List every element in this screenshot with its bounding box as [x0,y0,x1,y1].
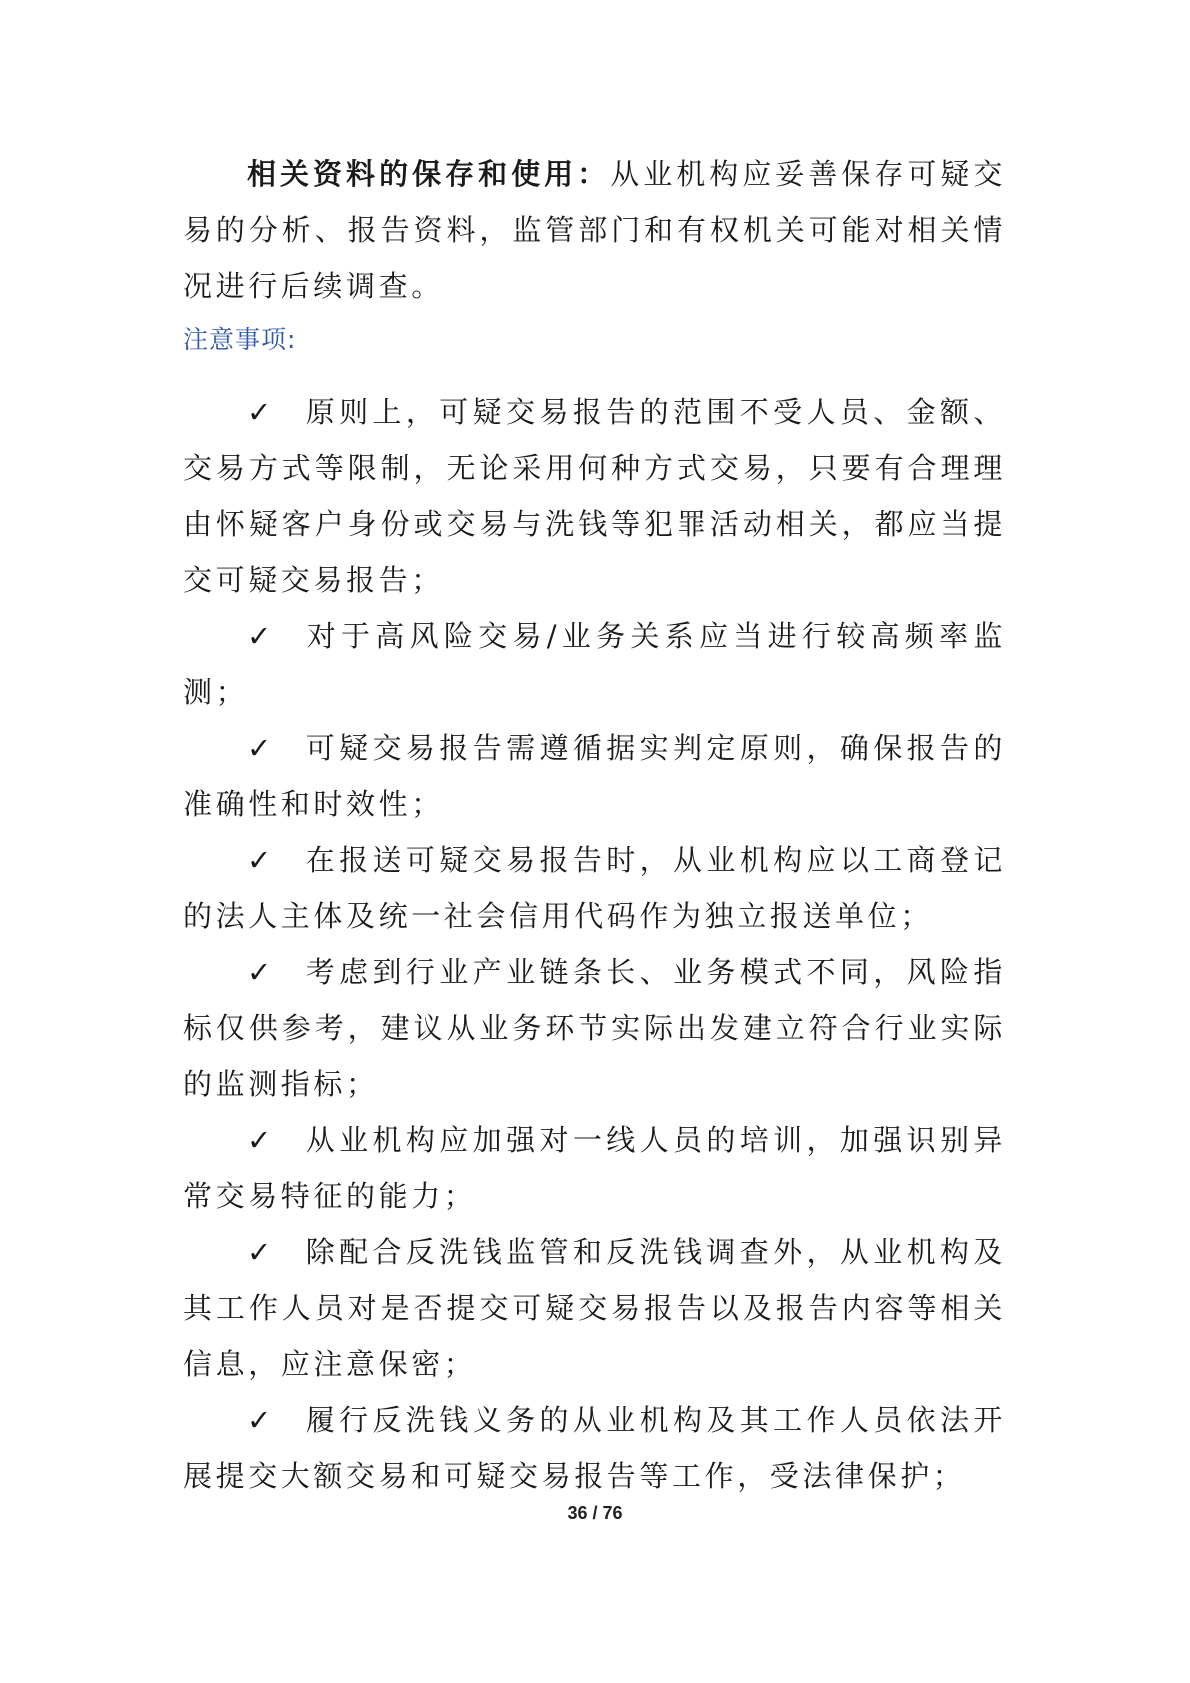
list-item [183,1112,1006,1224]
list-item-text: 可疑交易报告需遵循据实判定原则，确保报告的准确性和时效性； [183,731,1006,821]
notes-list [183,384,1006,1504]
notes-heading: 注意事项: [183,325,297,354]
list-item [183,384,1006,608]
document-body [183,146,1006,1504]
check-icon: ✓ [247,1403,275,1437]
check-icon: ✓ [247,1235,275,1269]
intro-paragraph [183,146,1006,314]
list-item-text: 在报送可疑交易报告时，从业机构应以工商登记的法人主体及统一社会信用代码作为独立报送单位； [183,843,1006,933]
list-item [183,944,1006,1112]
check-icon: ✓ [247,395,275,429]
list-item-text: 除配合反洗钱监管和反洗钱调查外，从业机构及其工作人员对是否提交可疑交易报告以及报告内容等相关信息，应注意保密； [183,1235,1006,1381]
check-icon: ✓ [247,731,275,765]
list-item-text: 考虑到行业产业链条长、业务模式不同，风险指标仅供参考，建议从业务环节实际出发建立符合行业实际的监测指标； [183,955,1006,1101]
list-item-text: 从业机构应加强对一线人员的培训，加强识别异常交易特征的能力； [183,1123,1006,1213]
list-item-text: 原则上，可疑交易报告的范围不受人员、金额、交易方式等限制，无论采用何种方式交易，只要有合理理由怀疑客户身份或交易与洗钱等犯罪活动相关，都应当提交可疑交易报告； [183,395,1006,597]
list-item-text: 履行反洗钱义务的从业机构及其工作人员依法开展提交大额交易和可疑交易报告等工作，受法律保护； [183,1403,1006,1493]
list-item [183,720,1006,832]
check-icon: ✓ [247,843,275,877]
list-item-text: 对于高风险交易/业务关系应当进行较高频率监测； [183,619,1006,709]
list-item [183,608,1006,720]
list-item [183,1224,1006,1392]
intro-text: 从业机构应妥善保存可疑交易的分析、报告资料，监管部门和有权机关可能对相关情况进行后续调查。 [183,157,1006,303]
check-icon: ✓ [247,955,275,989]
list-item [183,832,1006,944]
page-number: 36 / 76 [567,1503,623,1523]
check-icon: ✓ [247,1123,275,1157]
list-item [183,1392,1006,1504]
intro-lead: 相关资料的保存和使用： [247,157,611,191]
check-icon: ✓ [247,619,275,653]
